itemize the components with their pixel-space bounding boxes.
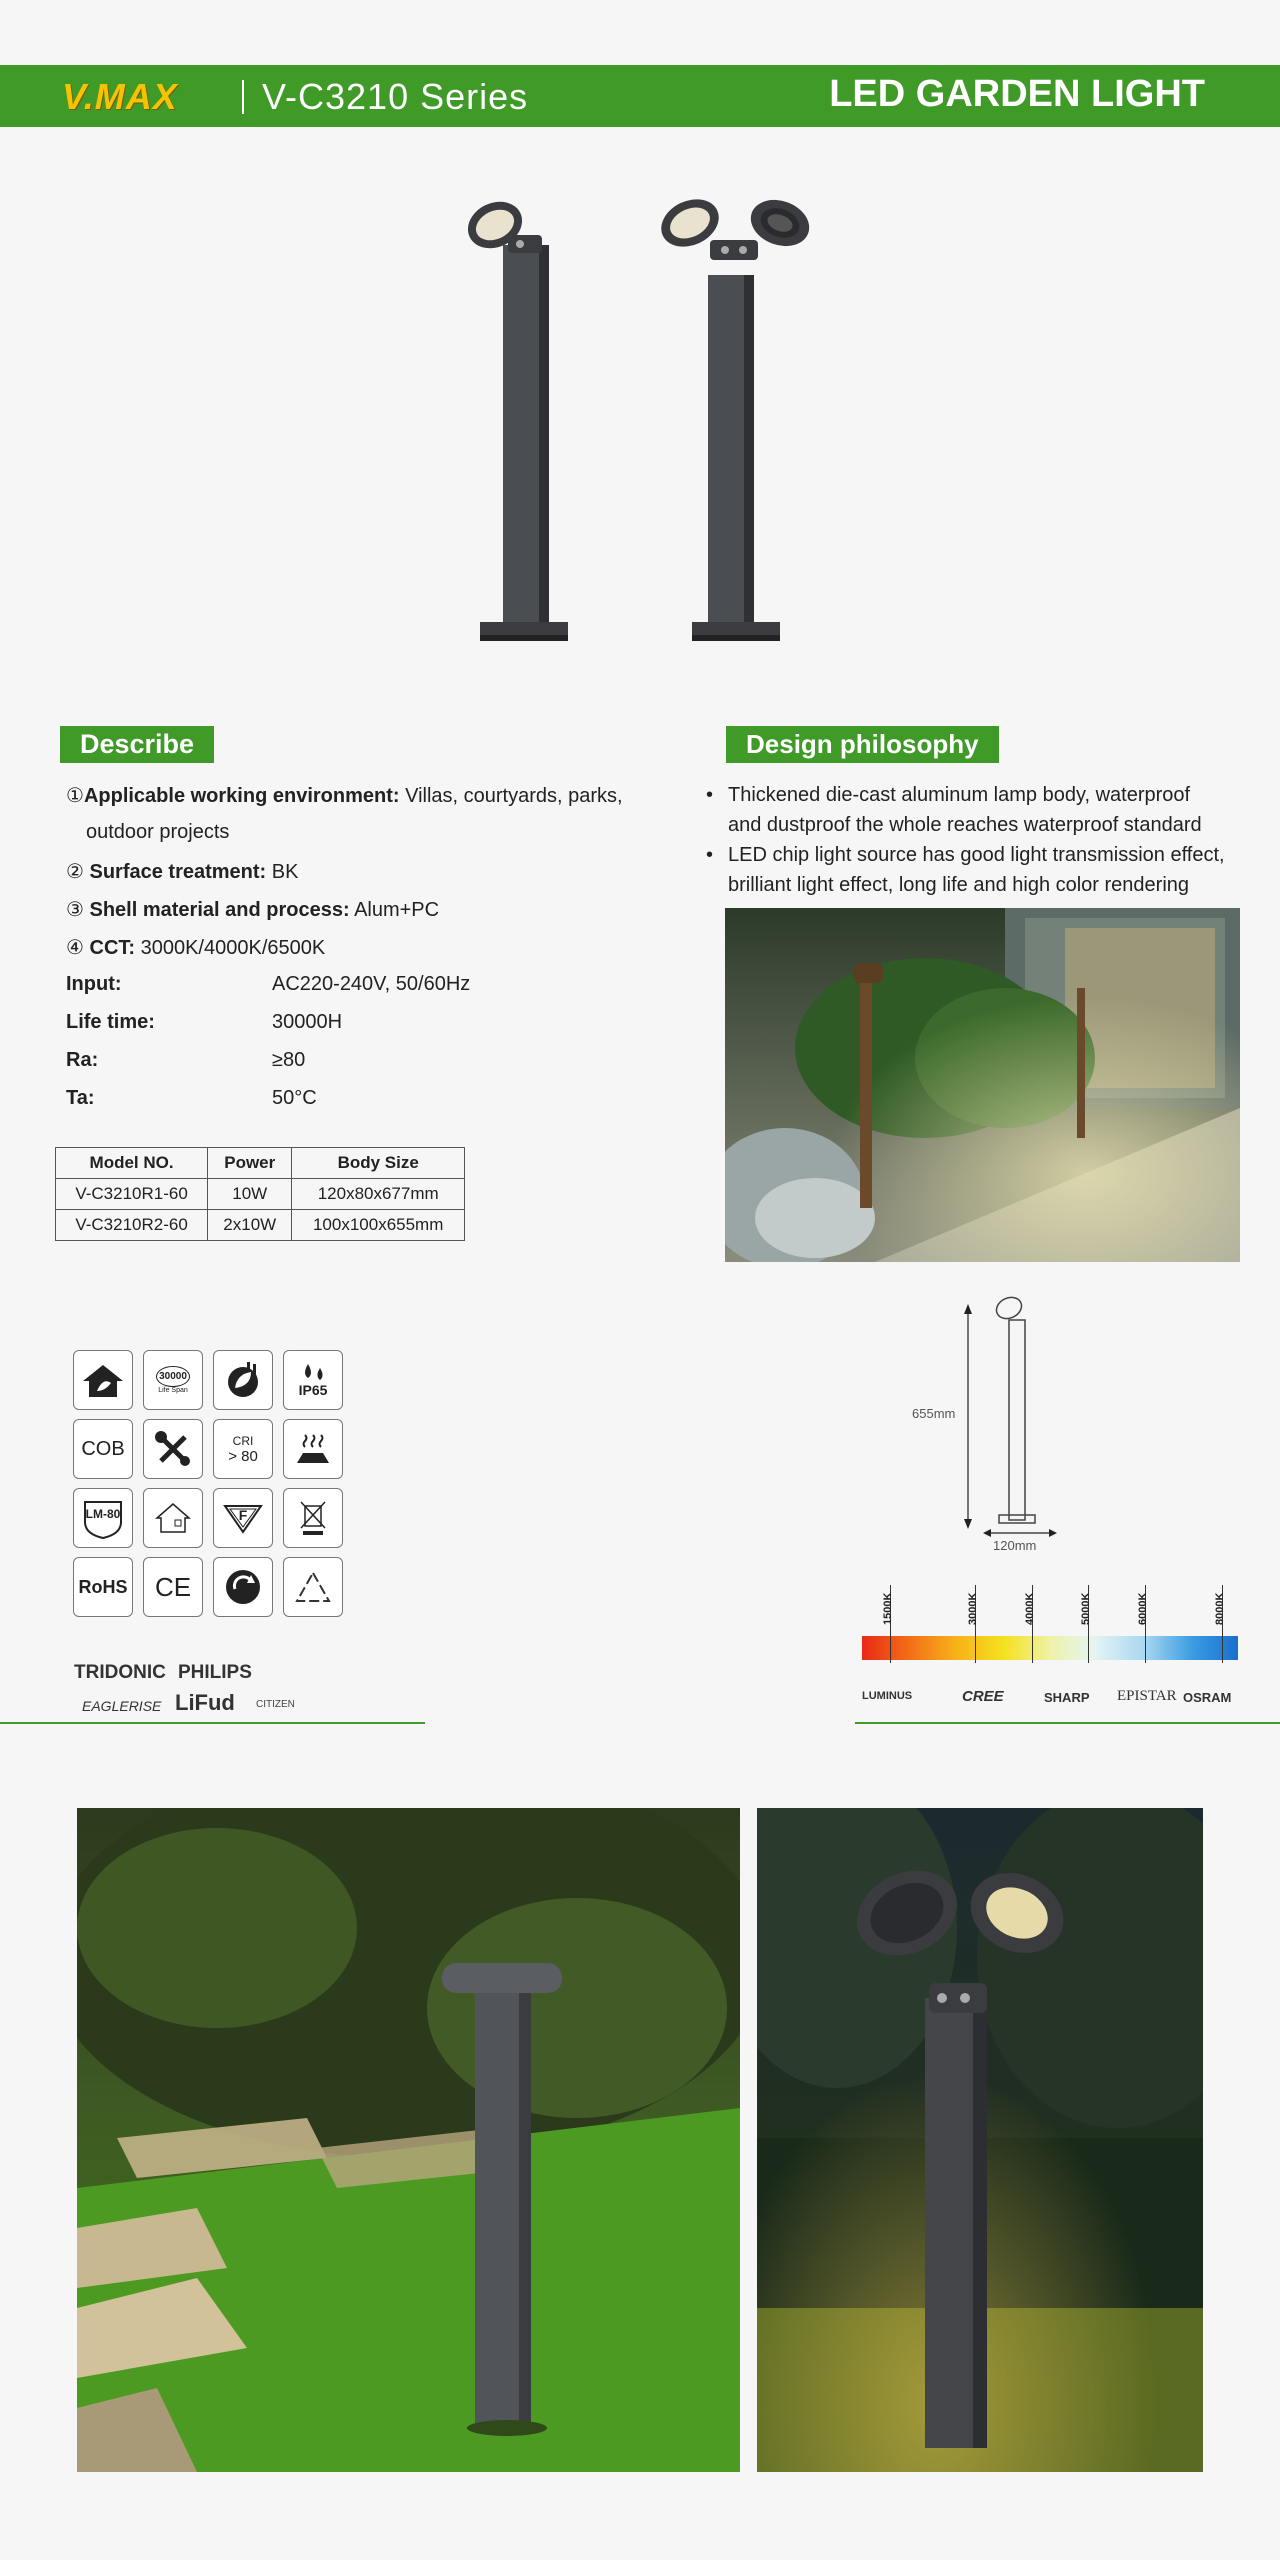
table-header-power: Power (208, 1148, 292, 1179)
cct-label: 4000K (1024, 1592, 1036, 1625)
feature-icon-grid (73, 1350, 353, 1617)
brand-lifud: LiFud (175, 1690, 235, 1715)
dimension-height-label: 655mm (912, 1406, 956, 1421)
header-divider (242, 80, 244, 114)
cct-label: 3000K (967, 1592, 979, 1625)
model-table (55, 1147, 465, 1241)
table-row: V-C3210R1-60 10W 120x80x677mm (56, 1179, 465, 1210)
table-header-row (56, 1148, 465, 1179)
describe-lines (66, 783, 666, 973)
spec-line-environment-cont: outdoor projects (86, 821, 230, 843)
recycle-triangle-icon (283, 1557, 343, 1617)
spec-line-cct: ④ CCT: 3000K/4000K/6500K (66, 937, 326, 959)
brand-philips: PHILIPS (178, 1662, 252, 1683)
brand-osram: OSRAM (1183, 1690, 1232, 1705)
brand-cree: CREE (962, 1688, 1004, 1705)
cct-ticks (862, 1585, 1238, 1637)
brand-citizen: CITIZEN (256, 1699, 295, 1710)
dimension-width-label: 120mm (993, 1538, 1037, 1553)
cob-icon: COB (73, 1419, 133, 1479)
indoor-house-icon (143, 1488, 203, 1548)
brand-logo: V.MAX (62, 76, 178, 117)
brand-epistar: EPISTAR (1117, 1688, 1177, 1704)
tools-icon (143, 1419, 203, 1479)
scene-photo-dusk-garden (757, 1808, 1203, 2472)
product-renders (440, 185, 840, 675)
spec-line-environment: ①Applicable working environment: Villas, courtyards, parks, (66, 785, 623, 807)
table-header-model: Model NO. (56, 1148, 208, 1179)
cct-label: 6000K (1137, 1592, 1149, 1625)
cct-label: 5000K (1080, 1592, 1092, 1625)
spec-line-surface: ② Surface treatment: BK (66, 861, 299, 883)
ip65-icon: IP65 (283, 1350, 343, 1410)
lm80-icon: LM-80 (73, 1488, 133, 1548)
lifespan-icon: 30000 Life Span (143, 1350, 203, 1410)
spec-line-material: ③ Shell material and process: Alum+PC (66, 899, 440, 921)
recycle-circle-icon (213, 1557, 273, 1617)
brand-eaglerise: EAGLERISE (82, 1698, 162, 1714)
heat-sink-icon (283, 1419, 343, 1479)
table-header-size: Body Size (292, 1148, 465, 1179)
double-head-fixture (654, 190, 816, 641)
cct-label: 1500K (882, 1592, 894, 1625)
single-head-fixture (460, 193, 568, 641)
series-title: V-C3210 Series (262, 76, 529, 117)
describe-tag: Describe (60, 726, 214, 763)
category-title: LED GARDEN LIGHT (829, 73, 1205, 115)
house-leaf-icon (73, 1350, 133, 1410)
design-tag: Design philosophy (726, 726, 999, 763)
spec-input: Input: AC220-240V, 50/60Hz (66, 973, 471, 995)
table-row: V-C3210R2-60 2x10W 100x100x655mm (56, 1210, 465, 1241)
design-bullets (706, 780, 1276, 900)
design-bullet: • Thickened die-cast aluminum lamp body, waterproof and dustproof the whole reaches waterproof standard (706, 784, 1202, 836)
scene-photo-night-path (725, 908, 1240, 1262)
design-bullet: • LED chip light source has good light transmission effect, brilliant light effect, long life and high color rendering (706, 844, 1225, 896)
eco-plug-icon (213, 1350, 273, 1410)
section-divider-left (0, 1722, 425, 1724)
f-mark-icon: F (213, 1488, 273, 1548)
rohs-icon: RoHS (73, 1557, 133, 1617)
weee-bin-icon (283, 1488, 343, 1548)
brand-luminus: LUMINUS (862, 1690, 913, 1702)
brand-tridonic: TRIDONIC (74, 1662, 166, 1683)
cct-color-bar (862, 1636, 1238, 1660)
section-divider-right (855, 1722, 1280, 1724)
spec-lifetime: Life time: 30000H (66, 1011, 343, 1033)
cct-label: 8000K (1214, 1592, 1226, 1625)
cri-icon: CRI > 80 (213, 1419, 273, 1479)
spec-ta: Ta: 50°C (66, 1087, 317, 1109)
spec-ra: Ra: ≥80 (66, 1049, 306, 1071)
dimension-drawing (905, 1290, 1065, 1560)
brand-sharp: SHARP (1044, 1690, 1090, 1705)
ce-icon: CE (143, 1557, 203, 1617)
scene-photo-garden-lawn (77, 1808, 740, 2472)
spec-kv-list (66, 973, 566, 1125)
